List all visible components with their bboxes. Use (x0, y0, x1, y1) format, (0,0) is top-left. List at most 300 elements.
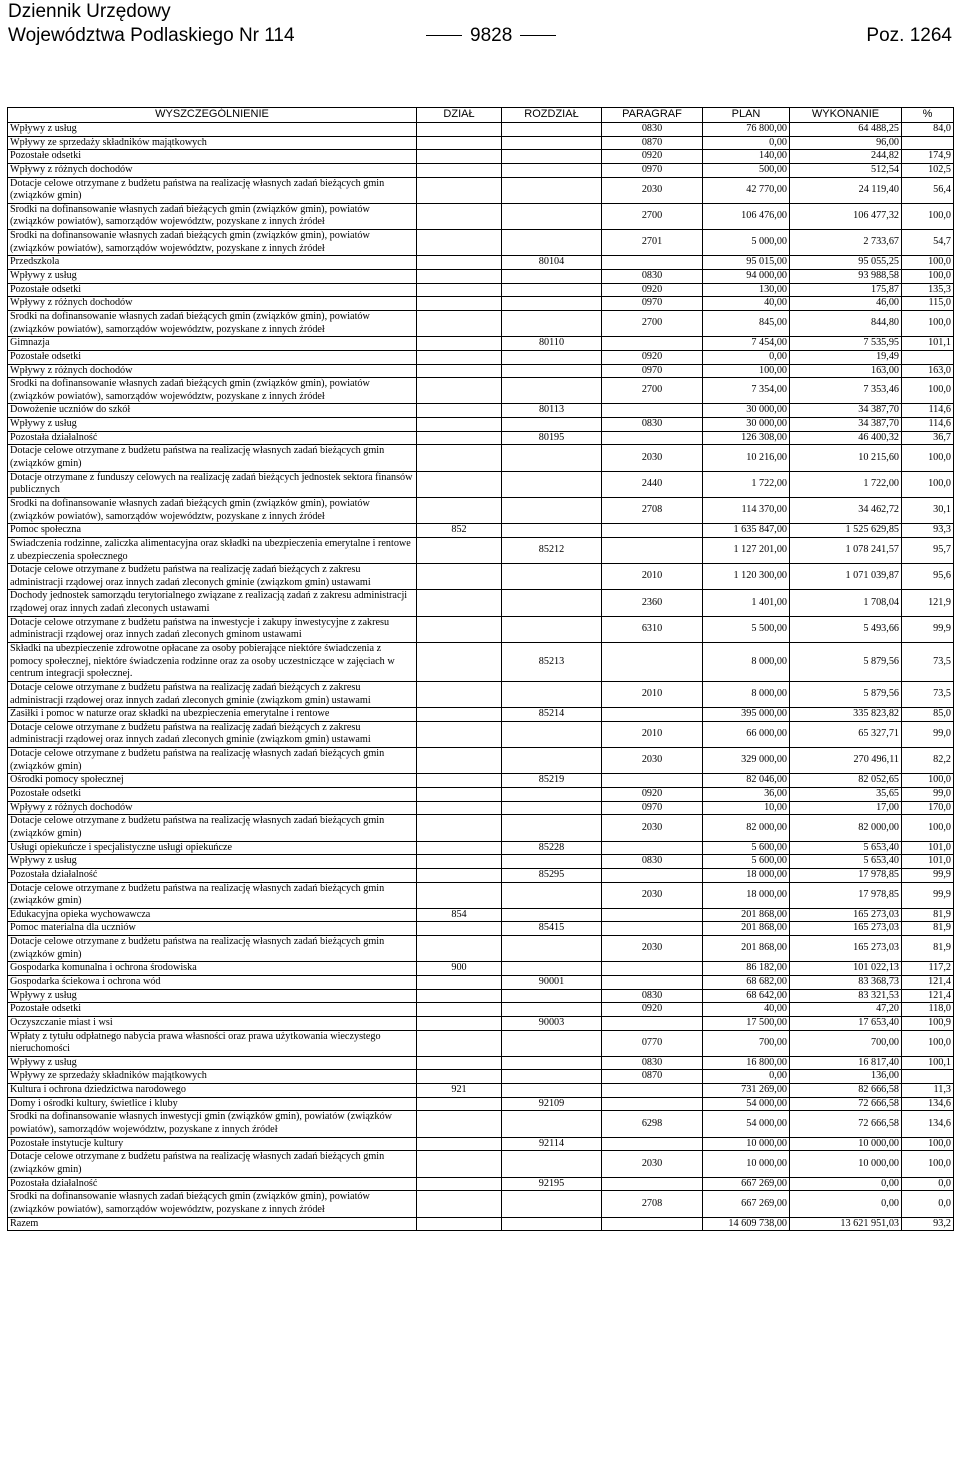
row-description: Wpływy ze sprzedaży składników majątkowych (8, 136, 417, 150)
row-percent: 30,1 (902, 497, 954, 523)
row-percent: 73,5 (902, 681, 954, 707)
row-rozdzial (502, 418, 602, 432)
table-row (8, 150, 954, 164)
row-percent: 95,7 (902, 537, 954, 563)
row-plan: 7 454,00 (703, 337, 790, 351)
row-plan: 731 269,00 (703, 1084, 790, 1098)
row-dzial (417, 815, 502, 841)
table-row (8, 1151, 954, 1177)
row-percent: 81,9 (902, 908, 954, 922)
row-description: Wpływy z usług (8, 418, 417, 432)
row-paragraf (602, 708, 703, 722)
row-dzial (417, 270, 502, 284)
row-description: Środki na dofinansowanie własnych zadań bieżących gmin (związków gmin), powiatów (związków powiatów), samorządów województw, pozyskane z innych źródeł (8, 1191, 417, 1217)
table-row (8, 788, 954, 802)
row-plan: 95 015,00 (703, 256, 790, 270)
row-dzial (417, 1030, 502, 1056)
table-row (8, 350, 954, 364)
row-description: Pozostałe odsetki (8, 283, 417, 297)
row-percent: 135,3 (902, 283, 954, 297)
row-plan: 201 868,00 (703, 922, 790, 936)
row-percent: 81,9 (902, 922, 954, 936)
row-wykonanie: 34 462,72 (790, 497, 902, 523)
row-percent: 73,5 (902, 642, 954, 681)
row-plan: 68 682,00 (703, 976, 790, 990)
row-plan: 42 770,00 (703, 177, 790, 203)
table-row (8, 270, 954, 284)
row-paragraf: 0870 (602, 136, 703, 150)
row-plan: 0,00 (703, 1070, 790, 1084)
table-row (8, 163, 954, 177)
row-percent: 115,0 (902, 297, 954, 311)
row-description: Wpływy z usług (8, 1056, 417, 1070)
table-row (8, 801, 954, 815)
table-row (8, 908, 954, 922)
row-rozdzial (502, 1191, 602, 1217)
row-paragraf (602, 337, 703, 351)
row-paragraf: 2030 (602, 815, 703, 841)
row-plan: 700,00 (703, 1030, 790, 1056)
row-dzial (417, 774, 502, 788)
row-dzial (417, 431, 502, 445)
row-description: Wpływy z różnych dochodów (8, 364, 417, 378)
row-wykonanie: 5 653,40 (790, 855, 902, 869)
table-row (8, 418, 954, 432)
row-plan: 667 269,00 (703, 1177, 790, 1191)
row-paragraf (602, 868, 703, 882)
row-paragraf: 2030 (602, 748, 703, 774)
row-wykonanie: 13 621 951,03 (790, 1217, 902, 1231)
row-wykonanie: 82 052,65 (790, 774, 902, 788)
row-description: Dotacje celowe otrzymane z budżetu państwa na realizację własnych zadań bieżących gmin (związków gmin) (8, 1151, 417, 1177)
row-percent: 121,9 (902, 590, 954, 616)
col-header-wykonanie: WYKONANIE (790, 108, 902, 123)
row-description: Środki na dofinansowanie własnych zadań bieżących gmin (związków gmin), powiatów (związków powiatów), samorządów województw, pozyskane z innych źródeł (8, 378, 417, 404)
row-wykonanie: 34 387,70 (790, 404, 902, 418)
row-paragraf: 2700 (602, 310, 703, 336)
table-row (8, 882, 954, 908)
row-wykonanie: 7 353,46 (790, 378, 902, 404)
row-paragraf (602, 256, 703, 270)
row-description: Dotacje celowe otrzymane z budżetu państwa na realizację własnych zadań bieżących gmin (związków gmin) (8, 177, 417, 203)
row-plan: 36,00 (703, 788, 790, 802)
row-rozdzial (502, 1084, 602, 1098)
row-paragraf: 0830 (602, 855, 703, 869)
row-dzial (417, 922, 502, 936)
row-plan: 54 000,00 (703, 1097, 790, 1111)
row-dzial (417, 150, 502, 164)
row-plan: 201 868,00 (703, 936, 790, 962)
row-dzial (417, 855, 502, 869)
row-rozdzial (502, 882, 602, 908)
row-rozdzial: 92195 (502, 1177, 602, 1191)
page-header (8, 0, 952, 50)
row-plan: 114 370,00 (703, 497, 790, 523)
row-plan: 8 000,00 (703, 642, 790, 681)
row-plan: 500,00 (703, 163, 790, 177)
row-paragraf: 0830 (602, 270, 703, 284)
row-plan: 8 000,00 (703, 681, 790, 707)
row-plan: 126 308,00 (703, 431, 790, 445)
row-paragraf (602, 524, 703, 538)
row-plan: 1 635 847,00 (703, 524, 790, 538)
row-description: Świadczenia rodzinne, zaliczka alimentacyjna oraz składki na ubezpieczenia emerytalne i rentowe z ubezpieczenia społecznego (8, 537, 417, 563)
row-dzial (417, 801, 502, 815)
row-wykonanie: 34 387,70 (790, 418, 902, 432)
row-plan: 1 120 300,00 (703, 564, 790, 590)
row-rozdzial (502, 364, 602, 378)
row-rozdzial (502, 524, 602, 538)
row-paragraf: 0970 (602, 297, 703, 311)
row-wykonanie: 64 488,25 (790, 123, 902, 137)
row-plan: 17 500,00 (703, 1016, 790, 1030)
row-wykonanie: 1 708,04 (790, 590, 902, 616)
row-wykonanie: 0,00 (790, 1177, 902, 1191)
row-wykonanie: 95 055,25 (790, 256, 902, 270)
row-description: Domy i ośrodki kultury, świetlice i kluby (8, 1097, 417, 1111)
row-dzial (417, 283, 502, 297)
row-paragraf (602, 1016, 703, 1030)
position-number: Poz. 1264 (866, 25, 952, 46)
table-row (8, 855, 954, 869)
row-plan: 845,00 (703, 310, 790, 336)
row-description: Środki na dofinansowanie własnych zadań bieżących gmin (związków gmin), powiatów (związków powiatów), samorządów województw, pozyskane z innych źródeł (8, 230, 417, 256)
table-row (8, 378, 954, 404)
row-rozdzial (502, 1003, 602, 1017)
row-paragraf: 6310 (602, 616, 703, 642)
table-row (8, 364, 954, 378)
row-wykonanie: 17 978,85 (790, 868, 902, 882)
row-dzial (417, 564, 502, 590)
row-plan: 18 000,00 (703, 882, 790, 908)
row-rozdzial (502, 497, 602, 523)
row-plan: 0,00 (703, 350, 790, 364)
row-plan: 94 000,00 (703, 270, 790, 284)
row-wykonanie: 5 653,40 (790, 841, 902, 855)
row-paragraf: 0970 (602, 801, 703, 815)
row-percent: 82,2 (902, 748, 954, 774)
row-rozdzial (502, 801, 602, 815)
dash-left (426, 35, 462, 36)
budget-table (7, 107, 954, 1231)
row-paragraf (602, 537, 703, 563)
row-plan: 76 800,00 (703, 123, 790, 137)
row-wykonanie: 512,54 (790, 163, 902, 177)
row-rozdzial (502, 177, 602, 203)
table-row (8, 1137, 954, 1151)
row-description: Wpływy z różnych dochodów (8, 297, 417, 311)
row-percent: 84,0 (902, 123, 954, 137)
row-paragraf (602, 642, 703, 681)
row-percent: 36,7 (902, 431, 954, 445)
row-plan: 395 000,00 (703, 708, 790, 722)
row-paragraf: 0870 (602, 1070, 703, 1084)
row-percent: 100,0 (902, 1030, 954, 1056)
table-row (8, 1056, 954, 1070)
row-plan: 0,00 (703, 136, 790, 150)
row-wykonanie: 83 368,73 (790, 976, 902, 990)
row-rozdzial (502, 203, 602, 229)
row-description: Pozostała działalność (8, 431, 417, 445)
row-paragraf: 0830 (602, 123, 703, 137)
table-row (8, 590, 954, 616)
row-rozdzial: 92109 (502, 1097, 602, 1111)
row-rozdzial: 85228 (502, 841, 602, 855)
row-dzial: 921 (417, 1084, 502, 1098)
table-row (8, 721, 954, 747)
row-wykonanie: 65 327,71 (790, 721, 902, 747)
row-wykonanie: 1 071 039,87 (790, 564, 902, 590)
row-paragraf: 2030 (602, 445, 703, 471)
row-rozdzial (502, 936, 602, 962)
row-rozdzial (502, 564, 602, 590)
row-dzial (417, 989, 502, 1003)
row-description: Dotacje celowe otrzymane z budżetu państwa na realizację własnych zadań bieżących gmin (związków gmin) (8, 815, 417, 841)
table-row (8, 1111, 954, 1137)
row-wykonanie: 83 321,53 (790, 989, 902, 1003)
row-plan: 30 000,00 (703, 404, 790, 418)
row-rozdzial (502, 815, 602, 841)
row-rozdzial (502, 283, 602, 297)
table-row (8, 708, 954, 722)
row-wykonanie: 72 666,58 (790, 1097, 902, 1111)
table-row (8, 748, 954, 774)
row-description: Dotacje celowe otrzymane z budżetu państwa na inwestycje i zakupy inwestycyjne z zakresu administracji rządowej oraz innych zadań zleconych gminom ustawami (8, 616, 417, 642)
table-row (8, 1016, 954, 1030)
row-description: Edukacyjna opieka wychowawcza (8, 908, 417, 922)
row-plan: 5 000,00 (703, 230, 790, 256)
row-dzial (417, 537, 502, 563)
row-dzial (417, 1191, 502, 1217)
row-rozdzial (502, 962, 602, 976)
row-dzial (417, 1111, 502, 1137)
row-dzial (417, 708, 502, 722)
row-percent: 163,0 (902, 364, 954, 378)
row-wykonanie: 165 273,03 (790, 922, 902, 936)
table-header-row (8, 108, 954, 123)
row-rozdzial (502, 1070, 602, 1084)
row-plan: 5 600,00 (703, 841, 790, 855)
row-paragraf: 2030 (602, 936, 703, 962)
row-percent (902, 1070, 954, 1084)
row-plan: 10,00 (703, 801, 790, 815)
row-dzial (417, 748, 502, 774)
row-description: Gimnazja (8, 337, 417, 351)
table-row (8, 616, 954, 642)
row-paragraf: 6298 (602, 1111, 703, 1137)
row-paragraf (602, 431, 703, 445)
row-wykonanie: 17,00 (790, 801, 902, 815)
row-plan: 16 800,00 (703, 1056, 790, 1070)
table-row (8, 1030, 954, 1056)
row-rozdzial (502, 445, 602, 471)
row-wykonanie: 16 817,40 (790, 1056, 902, 1070)
row-dzial (417, 1137, 502, 1151)
row-percent: 134,6 (902, 1097, 954, 1111)
row-percent: 114,6 (902, 418, 954, 432)
row-rozdzial (502, 855, 602, 869)
table-row (8, 471, 954, 497)
row-description: Pozostałe odsetki (8, 350, 417, 364)
row-description: Wpływy z usług (8, 270, 417, 284)
row-wykonanie: 47,20 (790, 1003, 902, 1017)
row-percent: 99,9 (902, 616, 954, 642)
row-wykonanie: 844,80 (790, 310, 902, 336)
row-rozdzial (502, 681, 602, 707)
row-wykonanie: 1 722,00 (790, 471, 902, 497)
row-percent: 170,0 (902, 801, 954, 815)
row-percent: 101,1 (902, 337, 954, 351)
row-plan: 100,00 (703, 364, 790, 378)
row-paragraf: 2360 (602, 590, 703, 616)
row-plan: 5 600,00 (703, 855, 790, 869)
row-percent: 118,0 (902, 1003, 954, 1017)
row-wykonanie: 165 273,03 (790, 908, 902, 922)
row-percent: 114,6 (902, 404, 954, 418)
row-rozdzial (502, 748, 602, 774)
row-description: Pomoc społeczna (8, 524, 417, 538)
table-row (8, 177, 954, 203)
row-description: Środki na dofinansowanie własnych inwestycji gmin (związków gmin), powiatów (związków powiatów), samorządów województw, pozyskane z innych źródeł (8, 1111, 417, 1137)
row-dzial (417, 471, 502, 497)
row-wykonanie: 10 215,60 (790, 445, 902, 471)
row-rozdzial (502, 150, 602, 164)
row-dzial (417, 297, 502, 311)
row-percent: 99,9 (902, 882, 954, 908)
row-description: Dotacje celowe otrzymane z budżetu państwa na realizację zadań bieżących z zakresu administracji rządowej oraz innych zadań zleconych gminie (związkom gmin) ustawami (8, 681, 417, 707)
row-paragraf: 2700 (602, 378, 703, 404)
row-percent: 100,0 (902, 815, 954, 841)
row-rozdzial (502, 471, 602, 497)
row-wykonanie: 136,00 (790, 1070, 902, 1084)
table-row (8, 445, 954, 471)
row-percent: 93,3 (902, 524, 954, 538)
row-description: Wpływy z różnych dochodów (8, 801, 417, 815)
row-dzial (417, 230, 502, 256)
row-wykonanie: 96,00 (790, 136, 902, 150)
row-wykonanie: 335 823,82 (790, 708, 902, 722)
row-description: Dotacje celowe otrzymane z budżetu państwa na realizację własnych zadań bieżących gmin (związków gmin) (8, 882, 417, 908)
row-percent: 100,0 (902, 310, 954, 336)
row-percent: 99,0 (902, 788, 954, 802)
row-description: Środki na dofinansowanie własnych zadań bieżących gmin (związków gmin), powiatów (związków powiatów), samorządów województw, pozyskane z innych źródeł (8, 203, 417, 229)
row-rozdzial (502, 163, 602, 177)
row-rozdzial (502, 616, 602, 642)
table-row (8, 564, 954, 590)
row-dzial (417, 497, 502, 523)
row-description: Pozostałe odsetki (8, 1003, 417, 1017)
row-dzial (417, 1097, 502, 1111)
row-dzial (417, 841, 502, 855)
row-paragraf (602, 908, 703, 922)
row-dzial (417, 788, 502, 802)
row-paragraf: 0830 (602, 989, 703, 1003)
row-paragraf: 2440 (602, 471, 703, 497)
row-percent: 100,0 (902, 256, 954, 270)
row-wykonanie: 72 666,58 (790, 1111, 902, 1137)
row-dzial (417, 337, 502, 351)
row-rozdzial: 85415 (502, 922, 602, 936)
row-paragraf: 2701 (602, 230, 703, 256)
row-plan: 5 500,00 (703, 616, 790, 642)
table-row (8, 136, 954, 150)
row-plan: 66 000,00 (703, 721, 790, 747)
row-plan: 10 000,00 (703, 1137, 790, 1151)
row-paragraf: 2708 (602, 1191, 703, 1217)
row-description: Pozostałe instytucje kultury (8, 1137, 417, 1151)
row-percent: 99,0 (902, 721, 954, 747)
table-row (8, 1217, 954, 1231)
col-header-description: WYSZCZEGÓLNIENIE (8, 108, 417, 123)
row-rozdzial: 85212 (502, 537, 602, 563)
row-percent: 81,9 (902, 936, 954, 962)
row-paragraf: 2700 (602, 203, 703, 229)
row-description: Gospodarka ściekowa i ochrona wód (8, 976, 417, 990)
row-rozdzial (502, 908, 602, 922)
row-percent: 11,3 (902, 1084, 954, 1098)
row-description: Pozostała działalność (8, 1177, 417, 1191)
row-description: Usługi opiekuńcze i specjalistyczne usługi opiekuńcze (8, 841, 417, 855)
row-wykonanie: 1 525 629,85 (790, 524, 902, 538)
row-dzial (417, 163, 502, 177)
row-plan: 18 000,00 (703, 868, 790, 882)
row-wykonanie: 5 879,56 (790, 681, 902, 707)
row-wykonanie: 19,49 (790, 350, 902, 364)
row-wykonanie: 82 666,58 (790, 1084, 902, 1098)
row-plan: 14 609 738,00 (703, 1217, 790, 1231)
row-plan: 54 000,00 (703, 1111, 790, 1137)
row-paragraf (602, 774, 703, 788)
row-rozdzial: 85219 (502, 774, 602, 788)
row-percent (902, 350, 954, 364)
row-plan: 201 868,00 (703, 908, 790, 922)
row-wykonanie: 1 078 241,57 (790, 537, 902, 563)
page-number: 9828 (470, 25, 513, 46)
col-header-plan: PLAN (703, 108, 790, 123)
row-paragraf (602, 976, 703, 990)
row-wykonanie: 5 493,66 (790, 616, 902, 642)
row-dzial (417, 642, 502, 681)
row-paragraf: 2010 (602, 721, 703, 747)
table-row (8, 936, 954, 962)
row-percent: 100,0 (902, 774, 954, 788)
col-header-paragraf: PARAGRAF (602, 108, 703, 123)
row-paragraf (602, 841, 703, 855)
table-row (8, 642, 954, 681)
row-rozdzial: 80113 (502, 404, 602, 418)
row-paragraf (602, 1084, 703, 1098)
row-percent: 100,0 (902, 1151, 954, 1177)
row-wykonanie: 93 988,58 (790, 270, 902, 284)
row-percent: 100,0 (902, 270, 954, 284)
row-paragraf: 2030 (602, 882, 703, 908)
row-rozdzial: 80104 (502, 256, 602, 270)
table-row (8, 203, 954, 229)
row-rozdzial (502, 136, 602, 150)
row-dzial (417, 1217, 502, 1231)
row-rozdzial: 85214 (502, 708, 602, 722)
row-description: Ośrodki pomocy społecznej (8, 774, 417, 788)
row-description: Przedszkola (8, 256, 417, 270)
row-description: Dotacje celowe otrzymane z budżetu państwa na realizację zadań bieżących z zakresu administracji rządowej oraz innych zadań zleconych gminie (związkom gmin) ustawami (8, 721, 417, 747)
row-percent: 100,0 (902, 203, 954, 229)
row-dzial (417, 350, 502, 364)
row-wykonanie: 165 273,03 (790, 936, 902, 962)
table-row (8, 815, 954, 841)
page-number-group (418, 24, 564, 47)
row-paragraf (602, 404, 703, 418)
row-wykonanie: 175,87 (790, 283, 902, 297)
